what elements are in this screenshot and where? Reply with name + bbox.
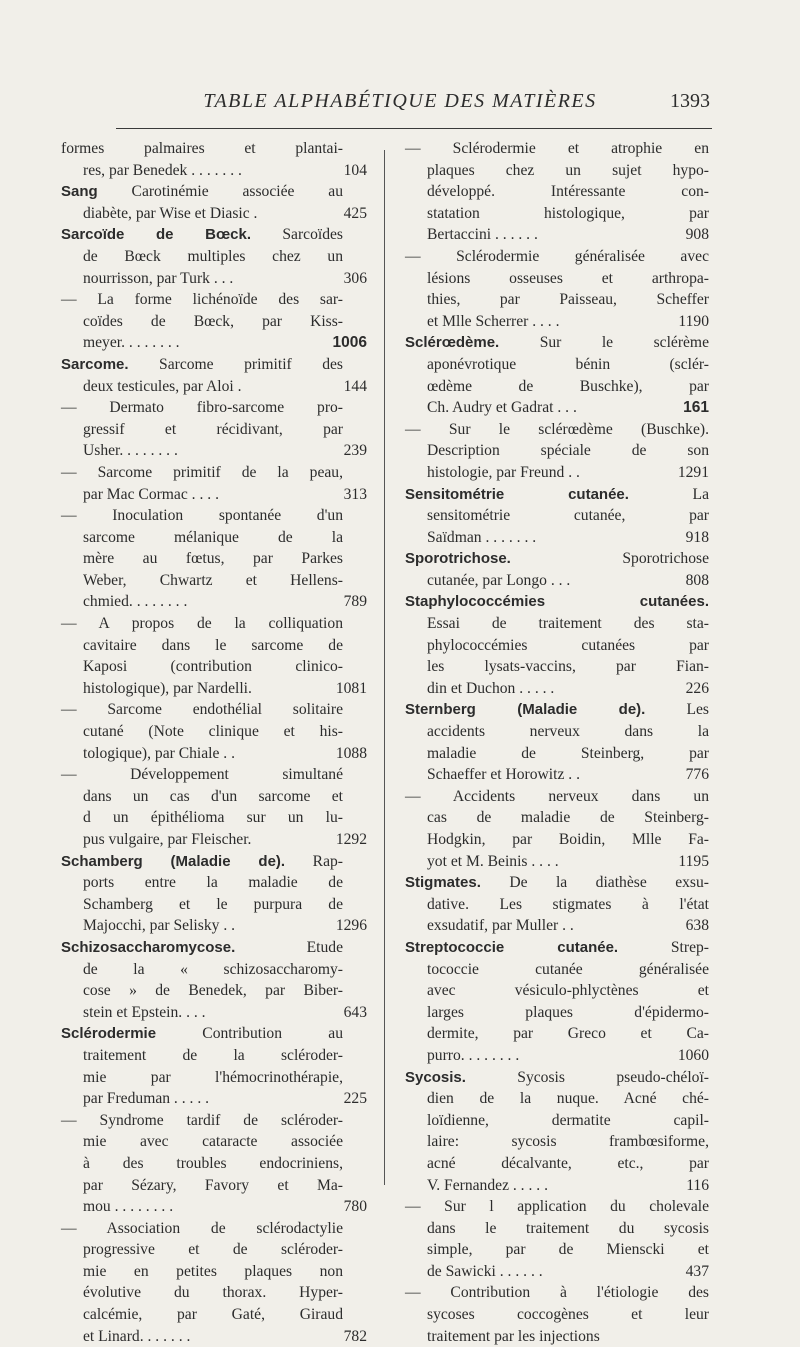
entry-line: Ch. Audry et Gadrat . . . <box>427 399 577 417</box>
entry-line: dans un cas d'un sarcome et <box>83 787 343 805</box>
entry-line: maladie de Steinberg, par <box>427 744 709 762</box>
entry-line: évolutive du thorax. Hyper- <box>83 1284 343 1302</box>
entry-line: res, par Benedek . . . . . . . <box>83 161 242 179</box>
entry-line: histologie, par Freund . . <box>427 463 580 481</box>
entry-line: gressif et récidivant, par <box>83 420 343 438</box>
entry-line: Sporotrichose. Sporotrichose <box>405 550 709 568</box>
entry-line: — Sclérodermie généralisée avec <box>405 247 709 265</box>
entry-line: par Mac Cormac . . . . <box>83 485 219 503</box>
entry-line: cutanée, par Longo . . . <box>427 571 571 589</box>
entry-line: loïdienne, dermatite capil- <box>427 1111 709 1129</box>
page-reference: 789 <box>343 593 367 611</box>
entry-line: Essai de traitement des sta- <box>427 615 709 633</box>
entry-line: Sarcoïde de Bœck. Sarcoïdes <box>61 226 343 244</box>
page-reference: 161 <box>683 399 709 417</box>
page-reference: 918 <box>685 528 709 546</box>
entry-line: cose » de Benedek, par Biber- <box>83 982 343 1000</box>
entry-heading: Sarcoïde de Bœck. <box>61 226 251 244</box>
entry-line: meyer. . . . . . . . <box>83 334 180 352</box>
page-reference: 780 <box>343 1198 367 1216</box>
entry-heading: Sycosis. <box>405 1068 466 1086</box>
entry-line: diabète, par Wise et Diasic . <box>83 204 258 222</box>
index-entry <box>61 613 367 699</box>
index-entry <box>405 872 709 937</box>
entry-line: — Sarcome endothélial solitaire <box>61 701 343 719</box>
page-reference: 1292 <box>335 831 367 848</box>
entry-line: — Sarcome primitif de la peau, <box>61 463 343 481</box>
entry-line: mie avec cataracte associée <box>83 1133 343 1151</box>
entry-line: Sensitométrie cutanée. La <box>405 485 709 503</box>
index-entry <box>61 699 367 764</box>
entry-line: Sclérœdème. Sur le sclérème <box>405 334 709 352</box>
entry-line: Sclérodermie Contribution au <box>61 1025 343 1043</box>
entry-line: stein et Epstein. . . . <box>83 1003 206 1021</box>
entry-line: progressive et de scléroder- <box>83 1241 343 1259</box>
page-reference: 425 <box>343 204 367 222</box>
entry-line: lésions osseuses et arthropa- <box>427 269 709 287</box>
entry-line: Majocchi, par Selisky . . <box>83 917 236 935</box>
index-entry <box>405 419 709 484</box>
entry-line: cutané (Note clinique et his- <box>83 723 343 741</box>
entry-heading: Schamberg (Maladie de). <box>61 852 286 870</box>
entry-line: avec vésiculo-phlyctènes et <box>427 982 709 1000</box>
entry-line: din et Duchon . . . . . <box>427 679 555 697</box>
page-reference: 225 <box>343 1090 367 1108</box>
page-reference: 1296 <box>335 917 367 935</box>
page-number: 1393 <box>670 90 710 112</box>
index-entry <box>61 462 367 505</box>
page-reference: 643 <box>343 1003 367 1021</box>
entry-line: par Sézary, Favory et Ma- <box>83 1176 343 1194</box>
entry-line: — Contribution à l'étiologie des <box>405 1284 709 1302</box>
entry-heading: Sternberg (Maladie de). <box>405 701 646 719</box>
entry-line: accidents nerveux dans la <box>427 723 709 741</box>
entry-line: Stigmates. De la diathèse exsu- <box>405 874 709 892</box>
index-entry <box>405 246 709 332</box>
entry-line: larges plaques d'épidermo- <box>427 1003 709 1021</box>
entry-heading: Sclérœdème. <box>405 334 500 352</box>
entry-line: laire: sycosis frambœsiforme, <box>427 1133 709 1151</box>
index-entry <box>405 937 709 1067</box>
entry-line: pus vulgaire, par Fleischer. <box>83 831 252 848</box>
page-reference: 437 <box>685 1262 709 1280</box>
entry-line: purro. . . . . . . . <box>427 1046 520 1064</box>
right-column <box>405 138 709 1347</box>
index-entry <box>61 397 367 462</box>
entry-line: — Sclérodermie et atrophie en <box>405 140 709 157</box>
index-entry <box>61 505 367 613</box>
index-entry <box>405 1196 709 1282</box>
index-entry <box>405 699 709 785</box>
entry-heading: Sang <box>61 183 98 201</box>
entry-line: — Accidents nerveux dans un <box>405 787 709 805</box>
entry-line: mou . . . . . . . . <box>83 1198 174 1216</box>
entry-line: — A propos de la colliquation <box>61 615 343 633</box>
entry-line: histologique), par Nardelli. <box>83 679 252 697</box>
page-reference: 1081 <box>335 679 367 697</box>
entry-line: statation histologique, par <box>427 204 709 222</box>
left-column <box>61 138 367 1347</box>
entry-line: aponévrotique bénin (sclér- <box>427 355 709 373</box>
entry-line: Sang Carotinémie associée au <box>61 183 343 201</box>
page-reference: 776 <box>685 766 709 784</box>
entry-line: acné décalvante, etc., par <box>427 1154 709 1172</box>
index-entry <box>405 786 709 872</box>
entry-line: tococcie cutanée généralisée <box>427 960 709 978</box>
entry-line: de la « schizosaccharomy- <box>83 960 343 978</box>
entry-line <box>405 591 709 613</box>
header-rule <box>116 128 712 129</box>
entry-line: Sycosis. Sycosis pseudo-chéloï- <box>405 1068 709 1086</box>
entry-line: dermite, par Greco et Ca- <box>427 1025 709 1043</box>
entry-line: sarcome mélanique de la <box>83 528 343 546</box>
index-entry <box>61 1218 367 1347</box>
entry-line: Weber, Chwartz et Hellens- <box>83 571 343 589</box>
entry-line: Streptococcie cutanée. Strep- <box>405 938 709 956</box>
entry-line: — Dermato fibro-sarcome pro- <box>61 399 343 417</box>
index-entry <box>61 289 367 354</box>
entry-line: Description spéciale de son <box>427 442 709 460</box>
page-reference: 1291 <box>677 463 709 481</box>
entry-line: calcémie, par Gaté, Giraud <box>83 1306 343 1324</box>
entry-line: et Mlle Scherrer . . . . <box>427 312 560 330</box>
page-reference: 1190 <box>678 312 709 330</box>
page-title: TABLE ALPHABÉTIQUE DES MATIÈRES <box>203 90 597 112</box>
entry-heading: Streptococcie cutanée. <box>405 938 619 956</box>
entry-line: — Développement simultané <box>61 766 343 784</box>
entry-line: de Bœck multiples chez un <box>83 247 343 265</box>
entry-line: plaques chez un sujet hypo- <box>427 161 709 179</box>
page-reference: 306 <box>343 269 367 287</box>
entry-line: par Freduman . . . . . <box>83 1090 210 1108</box>
entry-line: mie en petites plaques non <box>83 1262 343 1280</box>
index-entry <box>61 138 367 181</box>
index-entry <box>405 1282 709 1347</box>
entry-line: œdème de Buschke), par <box>427 377 709 395</box>
entry-line: Schamberg (Maladie de). Rap- <box>61 852 343 870</box>
entry-heading: Sarcome. <box>61 355 129 373</box>
entry-line: traitement par les injections <box>427 1327 600 1345</box>
entry-line: — Sur le sclérœdème (Buschke). <box>405 420 709 438</box>
entry-line: chmied. . . . . . . . <box>83 593 188 611</box>
entry-heading: Sclérodermie <box>61 1025 157 1043</box>
page-reference: 1088 <box>335 744 367 762</box>
page-reference: 638 <box>685 917 709 935</box>
page-reference: 782 <box>343 1327 367 1345</box>
index-entry <box>405 138 709 246</box>
entry-line: Kaposi (contribution clinico- <box>83 658 343 676</box>
entry-line: sycoses coccogènes et leur <box>427 1306 709 1324</box>
page-reference: 144 <box>343 377 367 395</box>
index-entry <box>61 764 367 850</box>
index-entry <box>61 851 367 937</box>
entry-line: à des troubles endocriniens, <box>83 1154 343 1172</box>
entry-line: thies, par Paisseau, Scheffer <box>427 291 709 309</box>
entry-line: — Inoculation spontanée d'un <box>61 507 343 525</box>
entry-heading: Sporotrichose. <box>405 550 511 568</box>
entry-line: sensitométrie cutanée, par <box>427 507 709 525</box>
entry-line: mère au fœtus, par Parkes <box>83 550 343 568</box>
entry-line: Schamberg et le purpura de <box>83 895 343 913</box>
entry-line: exsudatif, par Muller . . <box>427 917 574 935</box>
page-reference: 239 <box>343 442 367 460</box>
index-entry <box>61 224 367 289</box>
entry-line: d un épithélioma sur un lu- <box>83 809 343 827</box>
page-reference: 1006 <box>332 334 367 352</box>
entry-line: formes palmaires et plantai- <box>61 140 343 157</box>
page-reference: 226 <box>685 679 709 697</box>
entry-heading: Staphylococcémies cutanées. <box>405 593 709 611</box>
entry-line: Bertaccini . . . . . . <box>427 226 538 244</box>
entry-line: phylococcémies cutanées par <box>427 636 709 654</box>
entry-line: les lysats-vaccins, par Fian- <box>427 658 709 676</box>
entry-line: mie par l'hémocrinothérapie, <box>83 1068 343 1086</box>
entry-line: Hodgkin, par Boidin, Mlle Fa- <box>427 831 709 848</box>
entry-line: — Association de sclérodactylie <box>61 1219 343 1237</box>
entry-line: — La forme lichénoïde des sar- <box>61 291 343 309</box>
entry-line: — Syndrome tardif de scléroder- <box>61 1111 343 1129</box>
entry-line: cas de maladie de Steinberg- <box>427 809 709 827</box>
entry-line: dien de la nuque. Acné ché- <box>427 1090 709 1108</box>
entry-line: dative. Les stigmates à l'état <box>427 895 709 913</box>
entry-heading: Sensitométrie cutanée. <box>405 485 629 503</box>
index-entry <box>405 484 709 549</box>
index-entry <box>405 1067 709 1197</box>
index-entry <box>61 937 367 1023</box>
page-reference: 808 <box>685 571 709 589</box>
entry-heading: Stigmates. <box>405 874 481 892</box>
index-entry <box>61 181 367 224</box>
entry-line: deux testicules, par Aloi . <box>83 377 242 395</box>
entry-line: Saïdman . . . . . . . <box>427 528 537 546</box>
entry-line: simple, par de Mienscki et <box>427 1241 709 1259</box>
page-reference: 908 <box>685 226 709 244</box>
entry-line: traitement de la scléroder- <box>83 1046 343 1064</box>
entry-line: — Sur l application du cholevale <box>405 1198 709 1216</box>
page-reference: 313 <box>343 485 367 503</box>
column-divider <box>384 150 385 1185</box>
entry-line: ports entre la maladie de <box>83 874 343 892</box>
entry-line: Usher. . . . . . . . <box>83 442 178 460</box>
page-reference: 1060 <box>677 1046 709 1064</box>
entry-line: de Sawicki . . . . . . <box>427 1262 543 1280</box>
running-header <box>150 90 710 120</box>
entry-line: coïdes de Bœck, par Kiss- <box>83 312 343 330</box>
page-reference: 1195 <box>678 852 709 870</box>
index-entry <box>61 1110 367 1218</box>
page-reference: 104 <box>343 161 367 179</box>
index-entry <box>405 332 709 418</box>
entry-line: dans le traitement du sycosis <box>427 1219 709 1237</box>
entry-line: V. Fernandez . . . . . <box>427 1176 548 1194</box>
index-entry <box>405 548 709 591</box>
entry-line: Schizosaccharomycose. Etude <box>61 938 343 956</box>
page-reference: 116 <box>686 1176 709 1194</box>
index-entry <box>61 354 367 397</box>
entry-line: tologique), par Chiale . . <box>83 744 236 762</box>
entry-line: développé. Intéressante con- <box>427 183 709 201</box>
entry-heading: Schizosaccharomycose. <box>61 938 236 956</box>
entry-line: cavitaire dans le sarcome de <box>83 636 343 654</box>
entry-line: Sarcome. Sarcome primitif des <box>61 355 343 373</box>
entry-line: nourrisson, par Turk . . . <box>83 269 234 287</box>
entry-line: yot et M. Beinis . . . . <box>427 852 559 870</box>
entry-line: Schaeffer et Horowitz . . <box>427 766 580 784</box>
entry-line: Sternberg (Maladie de). Les <box>405 701 709 719</box>
index-entry <box>61 1023 367 1109</box>
entry-line: et Linard. . . . . . . <box>83 1327 191 1345</box>
index-entry <box>405 591 709 699</box>
